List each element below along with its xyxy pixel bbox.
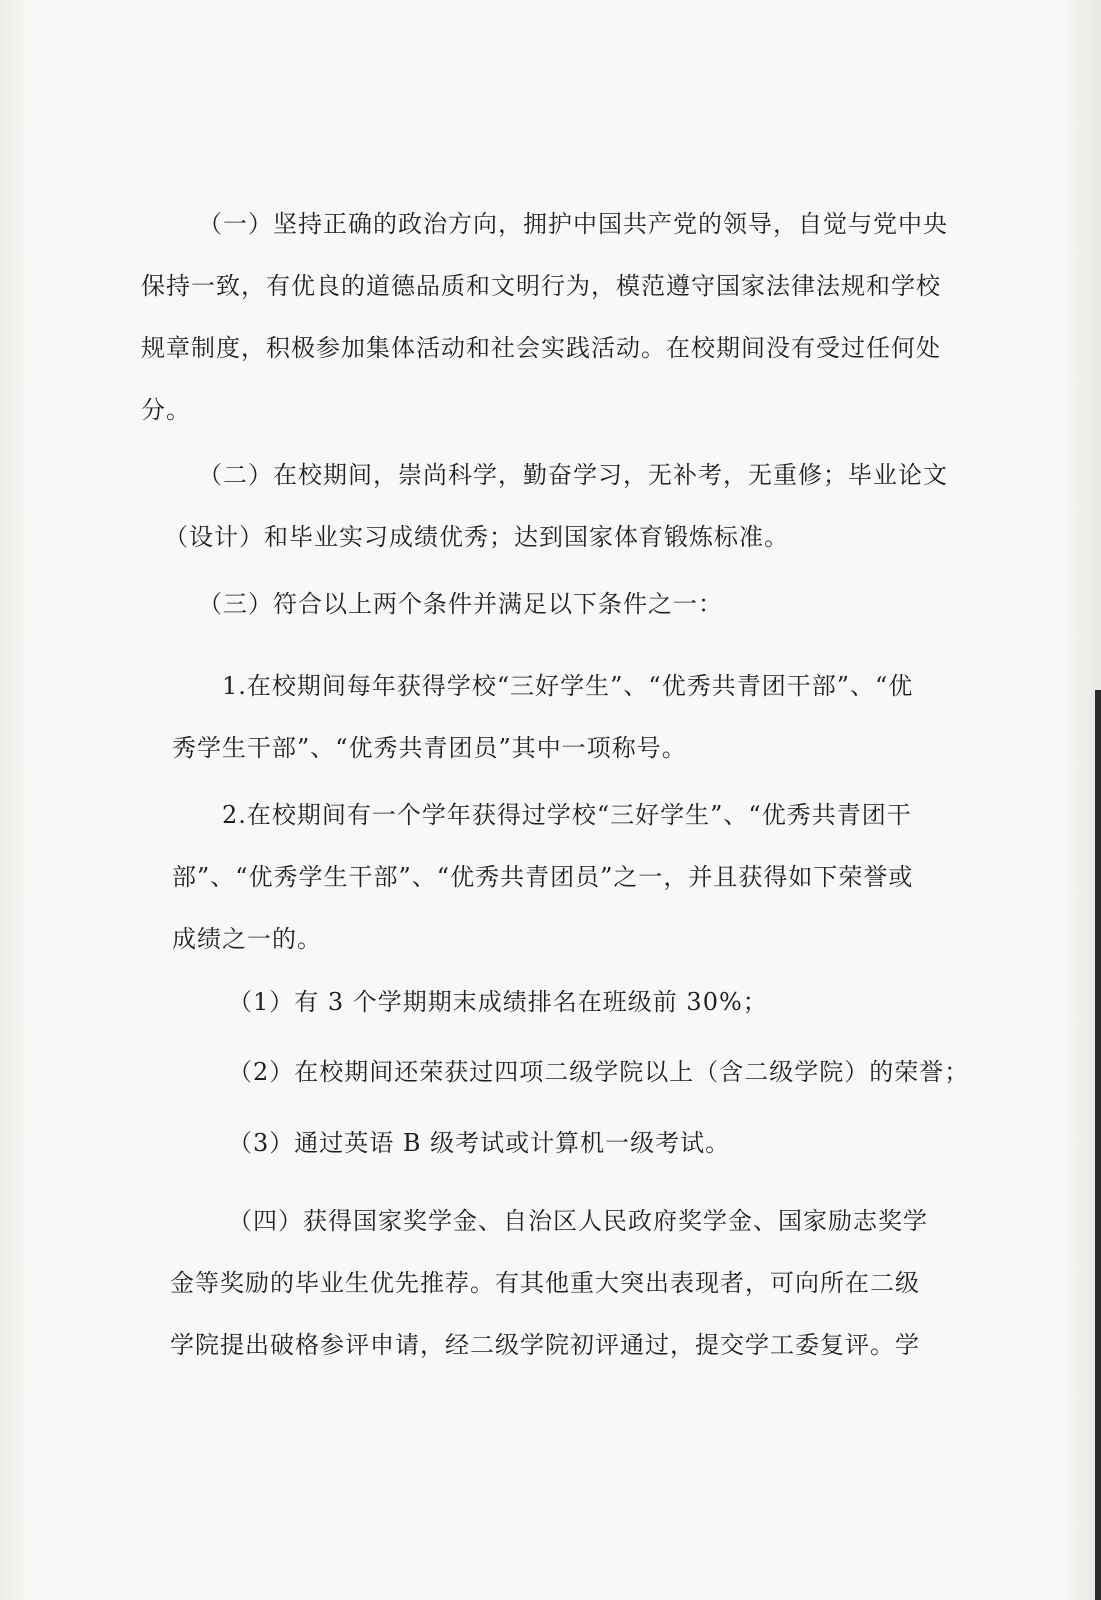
paragraph-line: （四）获得国家奖学金、自治区人民政府奖学金、国家励志奖学 xyxy=(228,1207,928,1235)
paragraph-item-3 xyxy=(228,1112,730,1174)
paragraph-line: 部”、“优秀学生干部”、“优秀共青团员”之一，并且获得如下荣誉或 xyxy=(172,863,914,891)
paragraph-line: 规章制度，积极参加集体活动和社会实践活动。在校期间没有受过任何处 xyxy=(141,334,941,362)
paragraph-condition-3 xyxy=(198,573,723,635)
paragraph-line: （设计）和毕业实习成绩优秀；达到国家体育锻炼标准。 xyxy=(164,523,789,551)
paragraph-line: 分。 xyxy=(141,396,191,424)
paragraph-line: 1.在校期间每年获得学校“三好学生”、“优秀共青团干部”、“优 xyxy=(222,672,914,700)
paragraph-line: （三）符合以上两个条件并满足以下条件之一： xyxy=(198,590,723,618)
paragraph-line: （3）通过英语 B 级考试或计算机一级考试。 xyxy=(228,1129,731,1157)
paragraph-line: （2）在校期间还荣获过四项二级学院以上（含二级学院）的荣誉； xyxy=(228,1058,970,1086)
paragraph-line: （一）坚持正确的政治方向，拥护中国共产党的领导，自觉与党中央 xyxy=(198,210,948,238)
paragraph-line: 保持一致，有优良的道德品质和文明行为，模范遵守国家法律法规和学校 xyxy=(141,272,941,300)
paragraph-item-1 xyxy=(228,971,768,1033)
paragraph-line: 学院提出破格参评申请，经二级学院初评通过，提交学工委复评。学 xyxy=(170,1331,920,1359)
paragraph-line: 秀学生干部”、“优秀共青团员”其中一项称号。 xyxy=(172,734,687,762)
paragraph-condition-1 xyxy=(141,193,948,441)
paragraph-item-2 xyxy=(228,1041,969,1103)
paragraph-line: （二）在校期间，崇尚科学，勤奋学习，无补考，无重修；毕业论文 xyxy=(198,461,948,489)
paragraph-line: （1）有 3 个学期期末成绩排名在班级前 30%； xyxy=(228,988,768,1016)
paragraph-condition-4 xyxy=(170,1190,928,1376)
scan-edge-shadow xyxy=(1095,690,1101,1600)
paragraph-line: 成绩之一的。 xyxy=(172,925,322,953)
paragraph-line: 金等奖励的毕业生优先推荐。有其他重大突出表现者，可向所在二级 xyxy=(170,1269,920,1297)
paragraph-subcondition-2 xyxy=(172,784,914,970)
paragraph-condition-2 xyxy=(164,444,948,568)
paragraph-subcondition-1 xyxy=(172,655,914,779)
paragraph-line: 2.在校期间有一个学年获得过学校“三好学生”、“优秀共青团干 xyxy=(222,801,912,829)
